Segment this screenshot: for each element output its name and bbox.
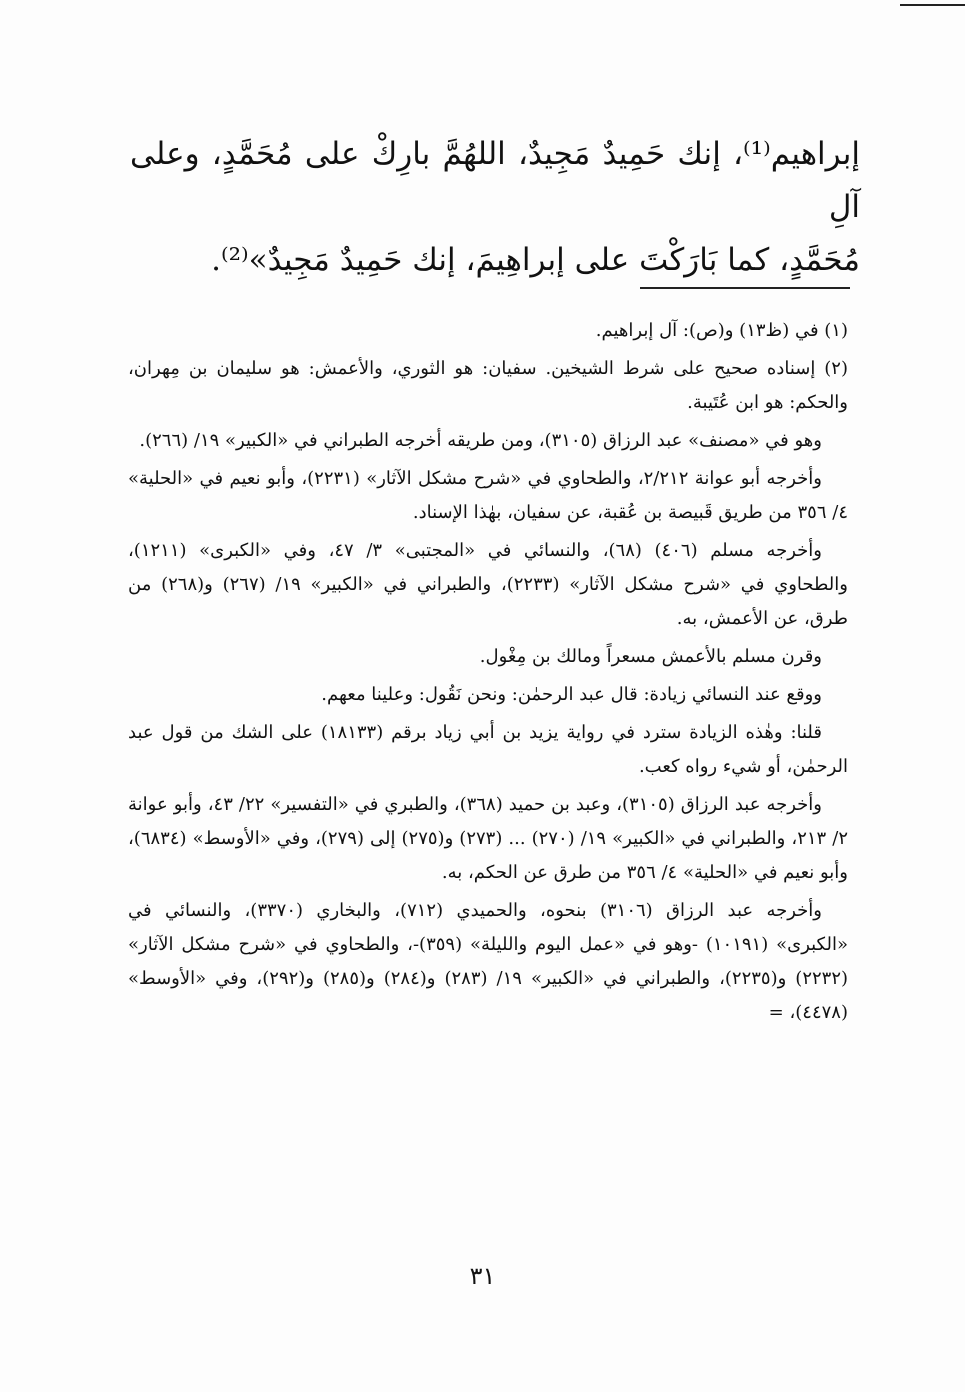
footnote-paragraph: قلنا: وهٰذه الزيادة سترد في رواية يزيد بن أبي زياد برقم (١٨١٣٣) على الشك من قول عبد الرحمٰن، أو شيء رواه كعب. xyxy=(128,722,848,777)
footnote-2: (٢) إسناده صحيح على شرط الشيخين. سفيان: هو الثوري، والأعمش: هو سليمان بن مِهران، والحكم: هو ابن عُتَيبة. xyxy=(128,358,848,413)
main-text-line-1: إبراهيم⁽¹⁾، إنك حَمِيدٌ مَجِيدٌ، اللهُمَّ بارِكْ على مُحَمَّدٍ، وعلى آلِ xyxy=(130,136,860,225)
footnote-paragraph: وقرن مسلم بالأعمش مسعراً ومالك بن مِغْول. xyxy=(479,646,822,667)
main-text xyxy=(130,128,860,287)
footnote-paragraph: ووقع عند النسائي زيادة: قال عبد الرحمٰن: ونحن نَقُول: وعلينا معهم. xyxy=(321,684,822,705)
main-text-line-2: مُحَمَّدٍ، كما بَارَكْتَ على إبراهِيمَ، إنك حَمِيدٌ مَجِيدٌ»⁽²⁾. xyxy=(211,242,860,278)
page-edge-mark xyxy=(900,4,965,6)
footnote-paragraph: وأخرجه مسلم (٤٠٦) (٦٨)، والنسائي في «المجتبى» ٣/ ٤٧، وفي «الكبرى» (١٢١١)، والطحاوي في «شرح مشكل الآثار» (٢٢٣٣)، والطبراني في «الكبير» ١٩/ (٢٦٧) و(٢٦٨) من طرق، عن الأعمش، به. xyxy=(128,540,848,629)
page-number: ٣١ xyxy=(469,1262,496,1290)
footnote-separator xyxy=(640,287,850,289)
footnotes xyxy=(128,314,848,1034)
footnote-paragraph: وأخرجه عبد الرزاق (٣١٠٦) بنحوه، والحميدي (٧١٢)، والبخاري (٣٣٧٠)، والنسائي في «الكبرى» (١٠١٩١) -وهو في «عمل اليوم والليلة» (٣٥٩)-، والطحاوي في «شرح مشكل الآثار» (٢٢٣٢) و(٢٢٣٥)، والطبراني في «الكبير» ١٩/ (٢٨٣) و(٢٨٤) و(٢٨٥) و(٢٩٢)، وفي «الأوسط» (٤٤٧٨)، = xyxy=(128,900,849,1023)
footnote-paragraph: وهو في «مصنف» عبد الرزاق (٣١٠٥)، ومن طريقه أخرجه الطبراني في «الكبير» ١٩/ (٢٦٦). xyxy=(139,430,822,451)
footnote-paragraph: وأخرجه أبو عوانة ٢/٢١٢، والطحاوي في «شرح مشكل الآثار» (٢٢٣١)، وأبو نعيم في «الحلية» ٤/ ٣٥٦ من طريق قَبيصة بن عُقبة، عن سفيان، بهٰذا الإسناد. xyxy=(128,468,848,523)
footnote-paragraph: وأخرجه عبد الرزاق (٣١٠٥)، وعبد بن حميد (٣٦٨)، والطبري في «التفسير» ٢٢/ ٤٣، وأبو عوانة ٢/ ٢١٣، والطبراني في «الكبير» ١٩/ (٢٧٠) ... (٢٧٣) و(٢٧٥) إلى (٢٧٩)، وفي «الأوسط» (٦٨٣٤)، وأبو نعيم في «الحلية» ٤/ ٣٥٦ من طرق عن الحكم، به. xyxy=(128,794,849,883)
footnote-1: (١) في (ظ١٣) و(ص): آل إبراهيم. xyxy=(595,320,848,341)
